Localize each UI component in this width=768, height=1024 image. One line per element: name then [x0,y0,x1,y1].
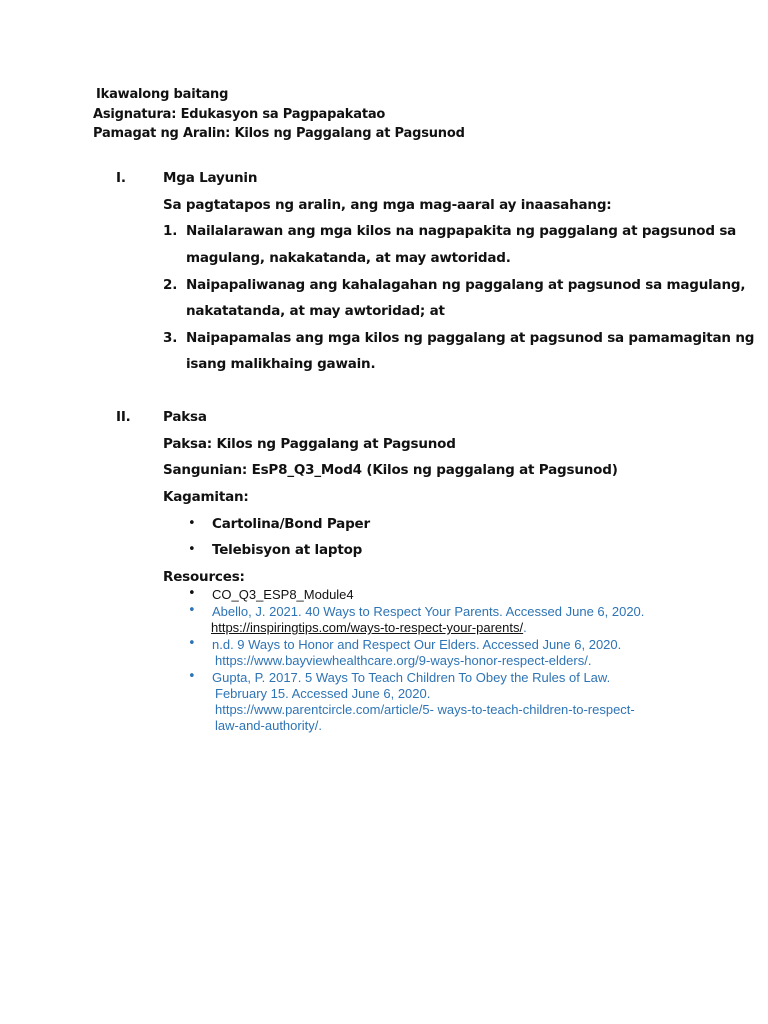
objective-3-line-2: isang malikhaing gawain. [186,356,376,372]
resource-4-citation-cont: February 15. Accessed June 6, 2020. [215,686,431,701]
objective-2-line-2: nakatatanda, at may awtoridad; at [186,303,445,319]
subject-line: Asignatura: Edukasyon sa Pagpapakatao [93,107,386,122]
resource-2-link[interactable]: https://inspiringtips.com/ways-to-respect-your-parents/ [211,620,524,635]
resource-2-link-tail: . [523,620,527,635]
resources-label: Resources: [163,569,245,585]
resource-2-link-line [211,620,527,635]
section-1-heading: Mga Layunin [163,170,258,186]
resource-4-bullet: • [188,669,196,684]
resource-4-link-part-1[interactable]: https://www.parentcircle.com/article/5- ways-to-teach-children-to-respect- [215,702,635,717]
material-1-bullet: • [188,516,196,531]
resource-3-bullet: • [188,636,196,651]
objective-1-line-2: magulang, nakakatanda, at may awtoridad. [186,250,511,266]
objective-1-number: 1. [163,223,178,239]
resource-1: CO_Q3_ESP8_Module4 [212,587,354,602]
objectives-intro: Sa pagtatapos ng aralin, ang mga mag-aaral ay inaasahang: [163,197,612,213]
material-2-bullet: • [188,542,196,557]
resource-1-bullet: • [188,586,196,601]
objective-3-number: 3. [163,330,178,346]
objective-2-number: 2. [163,277,178,293]
resource-4-link-part-2[interactable]: law-and-authority/. [215,718,322,733]
objective-3-line-1: Naipapamalas ang mga kilos ng paggalang at pagsunod sa pamamagitan ng [186,330,755,346]
materials-label: Kagamitan: [163,489,249,505]
reference-line: Sangunian: EsP8_Q3_Mod4 (Kilos ng paggalang at Pagsunod) [163,462,618,478]
resource-2-bullet: • [188,603,196,618]
resource-3-link[interactable]: https://www.bayviewhealthcare.org/9-ways-honor-respect-elders/. [215,653,592,668]
resource-2-citation: Abello, J. 2021. 40 Ways to Respect Your Parents. Accessed June 6, 2020. [212,604,645,619]
resource-4-citation: Gupta, P. 2017. 5 Ways To Teach Children To Obey the Rules of Law. [212,670,611,685]
objective-2-line-1: Naipapaliwanag ang kahalagahan ng paggalang at pagsunod sa magulang, [186,277,746,293]
section-1-numeral: I. [116,170,126,186]
section-2-numeral: II. [116,409,131,425]
material-2: Telebisyon at laptop [212,542,363,558]
section-2-heading: Paksa [163,409,207,425]
grade-level: Ikawalong baitang [96,87,229,102]
material-1: Cartolina/Bond Paper [212,516,370,532]
topic-line: Paksa: Kilos ng Paggalang at Pagsunod [163,436,456,452]
objective-1-line-1: Nailalarawan ang mga kilos na nagpapakita ng paggalang at pagsunod sa [186,223,737,239]
lesson-title: Pamagat ng Aralin: Kilos ng Paggalang at Pagsunod [93,126,465,141]
resource-3-citation: n.d. 9 Ways to Honor and Respect Our Elders. Accessed June 6, 2020. [212,637,622,652]
